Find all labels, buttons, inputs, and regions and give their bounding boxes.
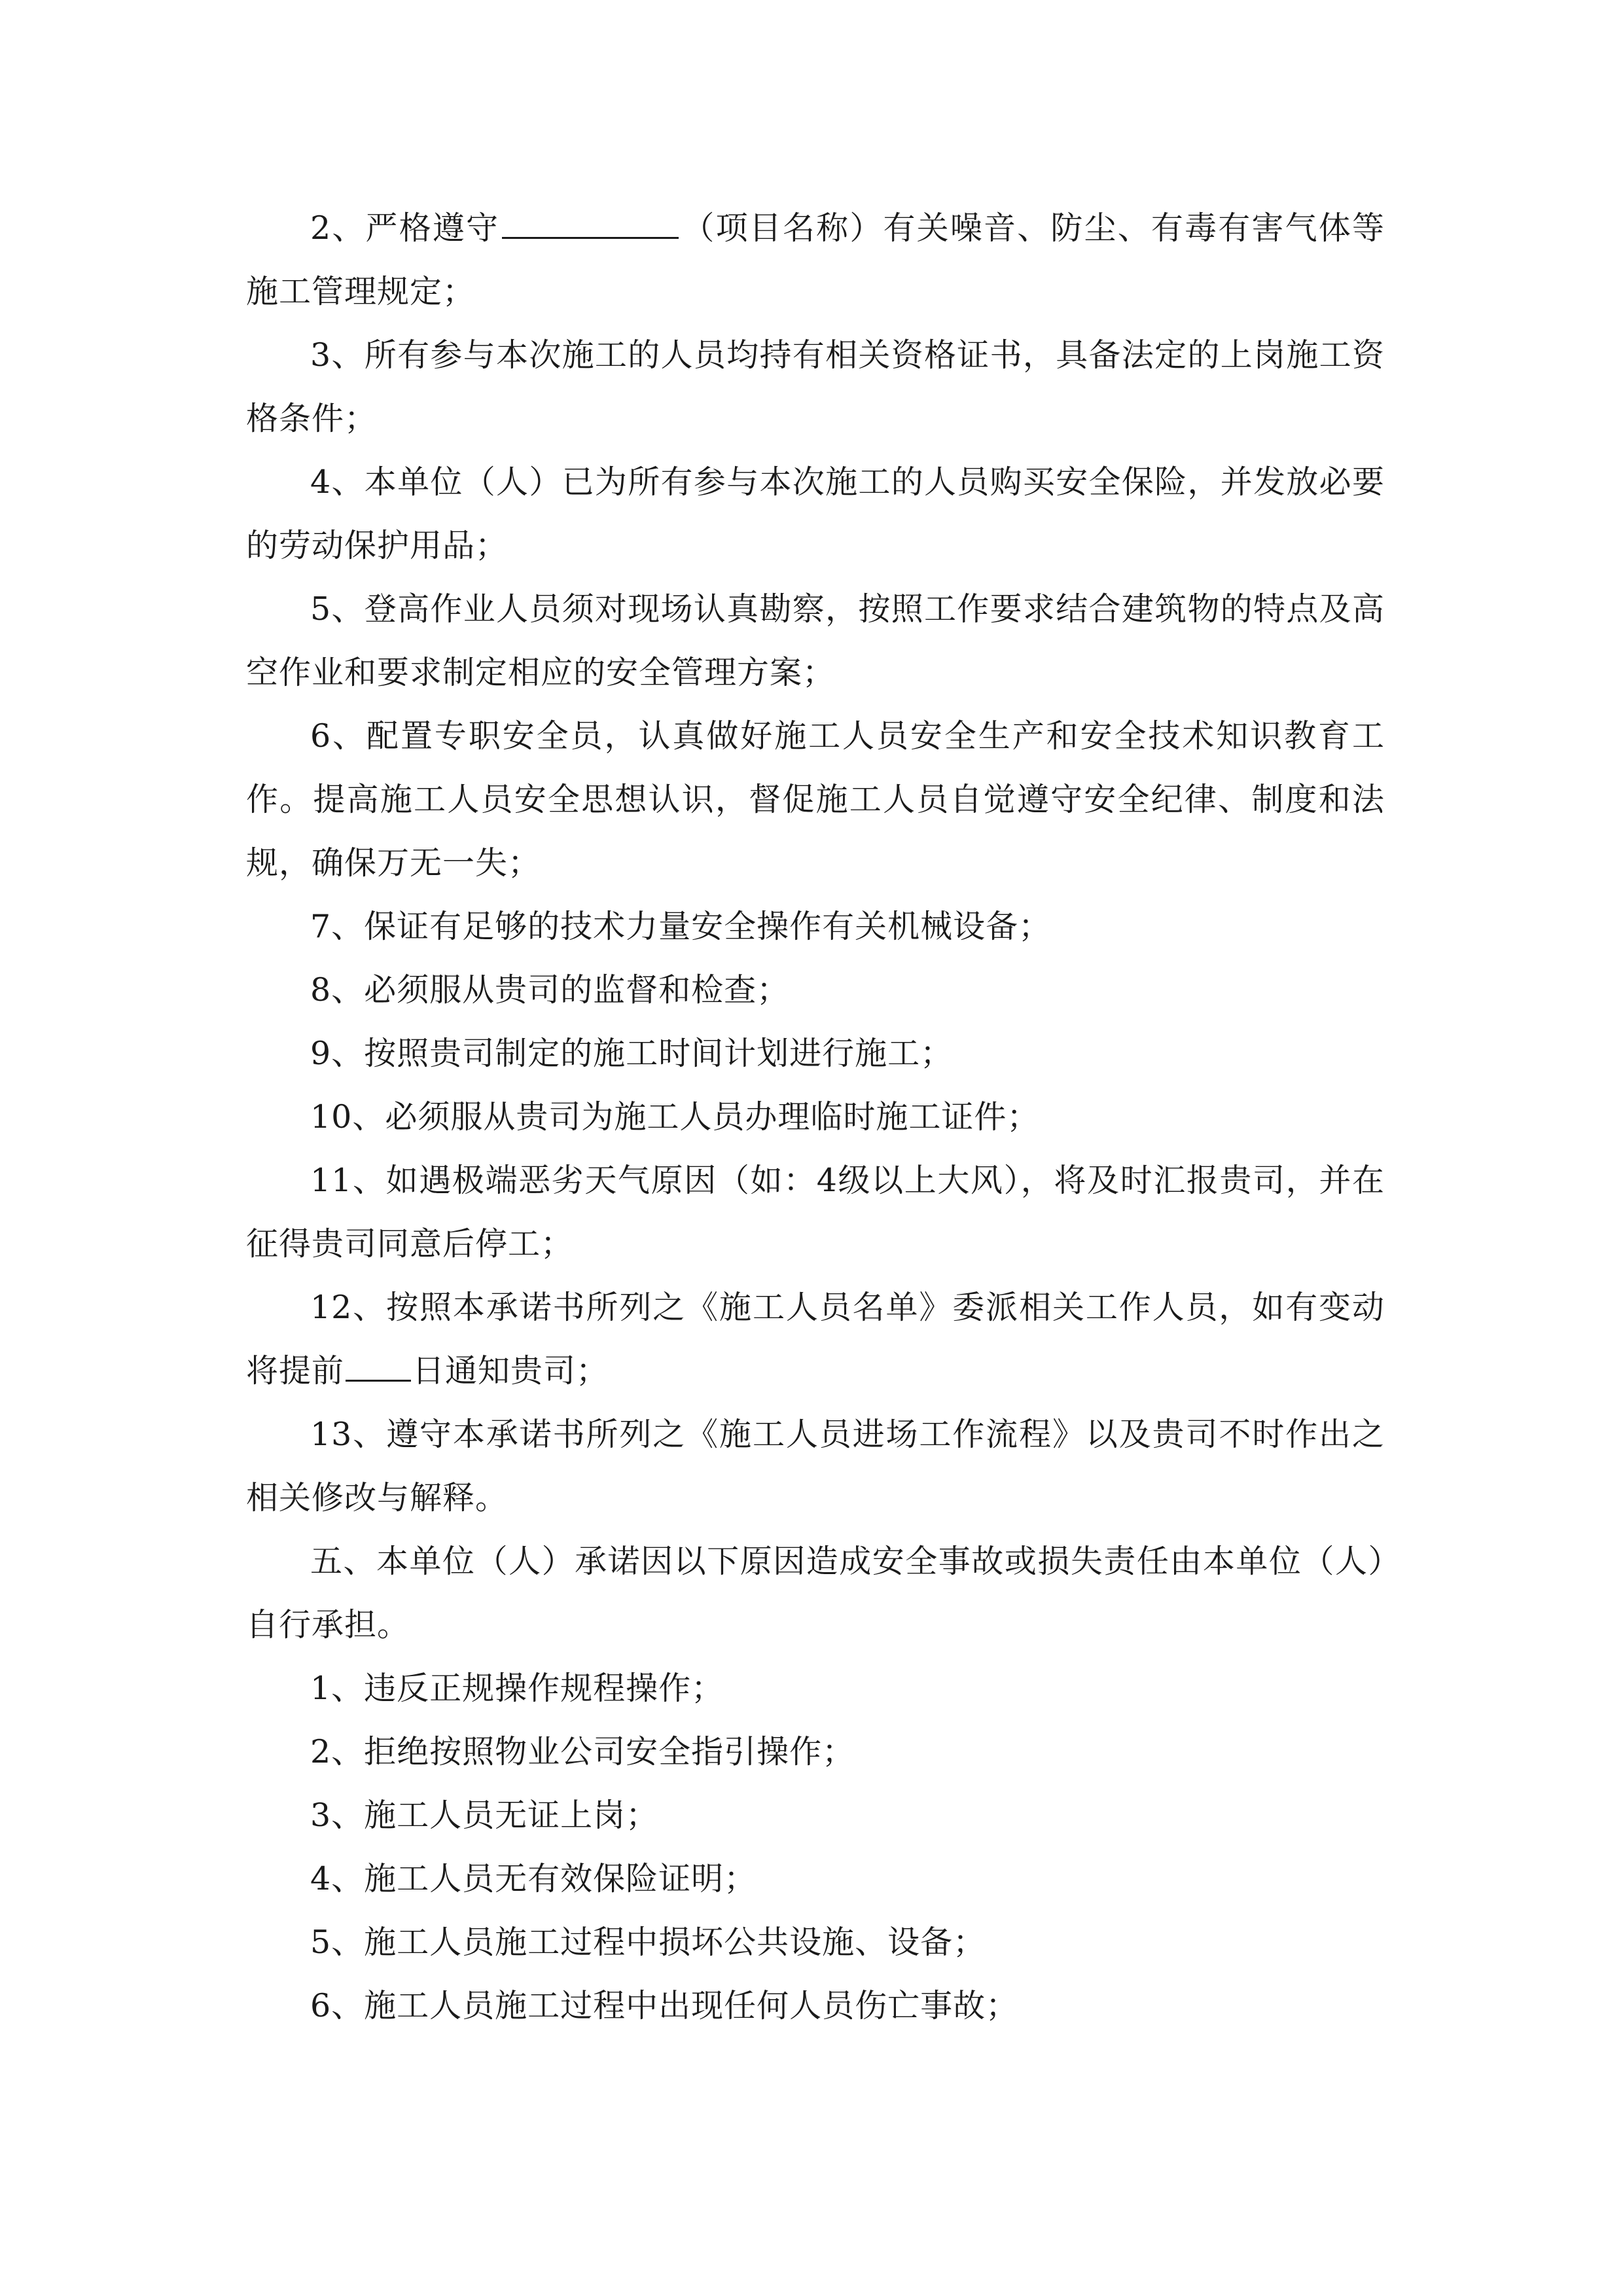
paragraph-item-13-workflow: 13、遵守本承诺书所列之《施工人员进场工作流程》以及贵司不时作出之相关修改与解释。 [246,1416,1385,1516]
paragraph-text: （项目名称）有关噪音、防尘、有毒有害气体等施工管理规定； [246,209,1385,310]
liability-item-1: 1、违反正规操作规程操作； [310,1670,724,1707]
paragraph-item-12-personnel [246,1276,1385,1403]
liability-item-3: 3、施工人员无证上岗； [310,1797,659,1834]
section-five-heading: 五、本单位（人）承诺因以下原因造成安全事故或损失责任由本单位（人）自行承担。 [246,1543,1385,1643]
paragraph-item-11-weather: 11、如遇极端恶劣天气原因（如：4级以上大风），将及时汇报贵司，并在征得贵司同意后停工； [246,1162,1385,1263]
paragraph-text: 12、按照本承诺书所列之《施工人员名单》委派相关工作人员，如有变动将提前 [246,1289,1385,1390]
liability-item-6: 6、施工人员施工过程中出现任何人员伤亡事故； [310,1987,1019,2024]
document-body [246,196,1385,2037]
paragraph-item-5-high-altitude: 5、登高作业人员须对现场认真勘察，按照工作要求结合建筑物的特点及高空作业和要求制定相应的安全管理方案； [246,590,1385,691]
paragraph-item-7-equipment: 7、保证有足够的技术力量安全操作有关机械设备； [310,908,1052,945]
paragraph-item-9-schedule: 9、按照贵司制定的施工时间计划进行施工； [310,1035,954,1072]
paragraph-item-2-regulations [246,196,1385,323]
paragraph-item-6-safety-officer: 6、配置专职安全员，认真做好施工人员安全生产和安全技术知识教育工作。提高施工人员安全思想认识，督促施工人员自觉遵守安全纪律、制度和法规，确保万无一失； [246,717,1385,882]
paragraph-item-10-permits: 10、必须服从贵司为施工人员办理临时施工证件； [310,1098,1040,1136]
paragraph-item-3-qualifications: 3、所有参与本次施工的人员均持有相关资格证书，具备法定的上岗施工资格条件； [246,336,1385,437]
paragraph-item-8-supervision: 8、必须服从贵司的监督和检查； [310,971,790,1009]
liability-item-2: 2、拒绝按照物业公司安全指引操作； [310,1733,855,1770]
notice-days-blank [346,1347,411,1382]
paragraph-text: 2、严格遵守 [310,209,500,247]
paragraph-item-4-insurance: 4、本单位（人）已为所有参与本次施工的人员购买安全保险，并发放必要的劳动保护用品； [246,463,1385,564]
liability-item-5: 5、施工人员施工过程中损坏公共设施、设备； [310,1924,986,1961]
liability-item-4: 4、施工人员无有效保险证明； [310,1860,757,1897]
project-name-blank [502,204,679,239]
paragraph-text: 日通知贵司； [412,1352,609,1390]
